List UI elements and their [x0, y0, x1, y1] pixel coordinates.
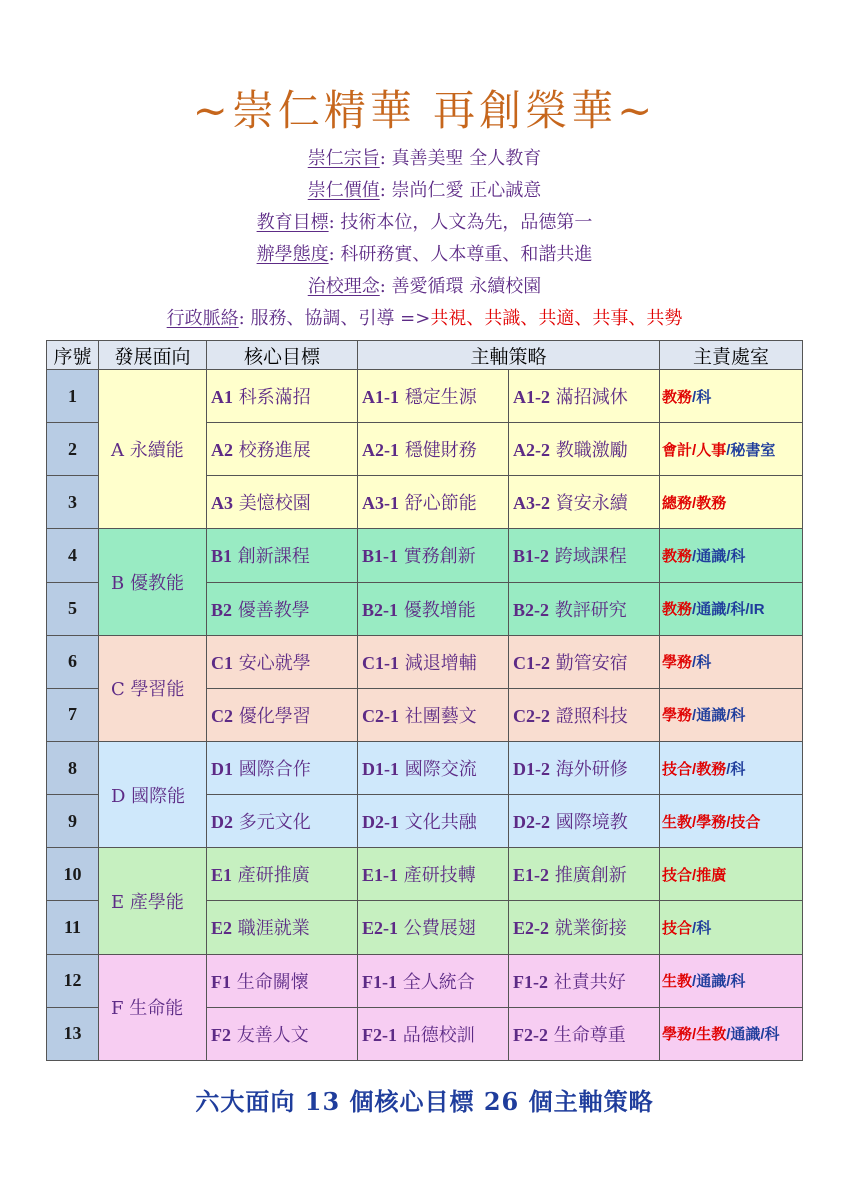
- core-goal-cell: [207, 529, 358, 582]
- text-label: 國際交流: [404, 759, 477, 781]
- office-name: /教務: [692, 494, 727, 512]
- text-label: 穩定生源: [404, 387, 477, 409]
- code-label: B2: [211, 599, 233, 620]
- text-label: 就業銜接: [554, 918, 627, 940]
- row-number: 10: [47, 848, 99, 901]
- row-number: 2: [47, 423, 99, 476]
- code-label: E1-2: [513, 865, 549, 886]
- table-row: [47, 529, 803, 582]
- office-cell: [660, 848, 803, 901]
- office-name: /科: [726, 760, 746, 778]
- code-label: D2: [211, 812, 233, 833]
- office-cell: [660, 529, 803, 582]
- office-name: /科: [692, 654, 712, 672]
- strategy-2-cell: [509, 476, 660, 529]
- code-label: B1-2: [513, 546, 549, 567]
- page-title: ~崇仁精華 再創榮華~: [192, 86, 657, 135]
- text-label: 教評研究: [554, 599, 627, 621]
- strategy-2-cell: [509, 635, 660, 688]
- text-label: 資安永續: [555, 493, 628, 515]
- office-name: /通識: [692, 707, 727, 725]
- code-label: A3: [211, 493, 233, 514]
- office-name: /通識: [692, 973, 727, 991]
- code-label: A1: [211, 387, 233, 408]
- code-label: F1-1: [362, 971, 397, 992]
- office-name: /科: [726, 973, 746, 991]
- text-label: 國際合作: [238, 759, 311, 781]
- code-label: B1-1: [362, 546, 398, 567]
- text-label: 產研推廣: [237, 865, 310, 887]
- row-number: 4: [47, 529, 99, 582]
- table-row: [47, 370, 803, 423]
- text-label: 勤管安宿: [555, 652, 628, 674]
- office-name: 生教: [662, 813, 693, 831]
- text-label: 產研技轉: [403, 865, 476, 887]
- attitude-value: 科研務實、人本尊重、和諧共進: [340, 244, 593, 265]
- code-label: F1: [211, 971, 231, 992]
- office-name: /教務: [692, 760, 727, 778]
- code-label: A1-1: [362, 387, 399, 408]
- table-row: [47, 954, 803, 1007]
- strategy-2-cell: [509, 529, 660, 582]
- code-label: A3-1: [362, 493, 399, 514]
- office-name: /通識: [692, 601, 727, 619]
- text-label: 跨域課程: [554, 546, 627, 568]
- office-cell: [660, 688, 803, 741]
- header-office: 主責處室: [660, 341, 803, 370]
- office-cell: [660, 901, 803, 954]
- code-label: A2-1: [362, 440, 399, 461]
- code-label: A2: [211, 440, 233, 461]
- admin-line: 行政脈絡: 服務、協調、引導 =>共視、共識、共適、共事、共勢: [166, 308, 683, 329]
- strategy-1-cell: [358, 795, 509, 848]
- row-number: 7: [47, 688, 99, 741]
- code-label: C1: [211, 652, 233, 673]
- code-label: C1-1: [362, 652, 399, 673]
- strategy-1-cell: [358, 423, 509, 476]
- office-name: 教務: [662, 388, 693, 406]
- text-label: 生命關懷: [236, 971, 309, 993]
- core-goal-cell: [207, 1007, 358, 1060]
- code-label: B2-2: [513, 599, 549, 620]
- row-number: 8: [47, 741, 99, 794]
- office-name: /生教: [692, 1026, 727, 1044]
- text-label: 推廣創新: [554, 865, 627, 887]
- text-label: 職涯就業: [237, 918, 310, 940]
- core-goal-cell: [207, 795, 358, 848]
- code-label: F2-1: [362, 1024, 397, 1045]
- office-cell: [660, 1007, 803, 1060]
- core-goal-cell: [207, 688, 358, 741]
- strategy-1-cell: [358, 741, 509, 794]
- text-label: 舒心節能: [404, 493, 477, 515]
- code-label: E1: [211, 865, 233, 886]
- text-label: 美憶校園: [238, 493, 311, 515]
- text-label: 優教增能: [403, 599, 476, 621]
- office-cell: [660, 423, 803, 476]
- text-label: 證照科技: [555, 705, 628, 727]
- footer-summary: 六大面向 13 個核心目標 26 個主軸策略: [195, 1087, 654, 1116]
- office-name: 教務: [662, 547, 693, 565]
- values-line: 崇仁價值: 崇尚仁愛 正心誠意: [307, 180, 542, 201]
- code-label: B1: [211, 546, 233, 567]
- facet-cell: C 學習能: [99, 635, 207, 741]
- row-number: 6: [47, 635, 99, 688]
- strategy-1-cell: [358, 688, 509, 741]
- strategy-2-cell: [509, 954, 660, 1007]
- office-name: 學務: [662, 707, 693, 725]
- header-goal: 核心目標: [207, 341, 358, 370]
- text-label: 科系滿招: [238, 387, 311, 409]
- code-label: C1-2: [513, 652, 550, 673]
- philosophy-value: 善愛循環 永續校園: [391, 276, 542, 297]
- strategy-1-cell: [358, 901, 509, 954]
- strategy-1-cell: [358, 954, 509, 1007]
- philosophy-line: 治校理念: 善愛循環 永續校園: [307, 276, 542, 297]
- core-goal-cell: [207, 476, 358, 529]
- goal-line: 教育目標: 技術本位，人文為先，品德第一: [256, 212, 593, 233]
- text-label: 全人統合: [402, 971, 475, 993]
- core-goal-cell: [207, 741, 358, 794]
- office-name: /科: [726, 547, 746, 565]
- strategy-1-cell: [358, 582, 509, 635]
- office-name: 總務: [662, 494, 693, 512]
- office-name: 技合: [662, 919, 693, 937]
- office-name: /技合: [726, 813, 761, 831]
- office-name: 教務: [662, 601, 693, 619]
- office-name: 生教: [662, 973, 693, 991]
- strategy-1-cell: [358, 635, 509, 688]
- text-label: 優化學習: [238, 705, 311, 727]
- text-label: 校務進展: [238, 440, 311, 462]
- header-strategy: 主軸策略: [358, 341, 660, 370]
- header-facet: 發展面向: [99, 341, 207, 370]
- office-name: /科/IR: [726, 601, 765, 619]
- strategy-2-cell: [509, 848, 660, 901]
- philosophy-label: 治校理念: [307, 276, 380, 297]
- text-label: 友善人文: [236, 1024, 309, 1046]
- facet-cell: A 永續能: [99, 370, 207, 529]
- text-label: 海外研修: [555, 759, 628, 781]
- facet-cell: F 生命能: [99, 954, 207, 1060]
- attitude-label: 辦學態度: [256, 244, 329, 265]
- attitude-line: 辦學態度: 科研務實、人本尊重、和諧共進: [256, 244, 593, 265]
- row-number: 12: [47, 954, 99, 1007]
- office-cell: [660, 635, 803, 688]
- text-label: 生命尊重: [553, 1024, 626, 1046]
- facet-cell: D 國際能: [99, 741, 207, 847]
- mission-label: 崇仁宗旨: [307, 148, 380, 169]
- goal-label: 教育目標: [256, 212, 329, 233]
- code-label: B2-1: [362, 599, 398, 620]
- office-name: /科: [692, 388, 712, 406]
- code-label: D1-1: [362, 759, 399, 780]
- code-label: D1: [211, 759, 233, 780]
- office-cell: [660, 741, 803, 794]
- strategy-2-cell: [509, 423, 660, 476]
- values-label: 崇仁價值: [307, 180, 380, 201]
- row-number: 3: [47, 476, 99, 529]
- table-row: [47, 635, 803, 688]
- code-label: E2-1: [362, 918, 398, 939]
- strategy-1-cell: [358, 529, 509, 582]
- core-goal-cell: [207, 901, 358, 954]
- code-label: F2: [211, 1024, 231, 1045]
- office-cell: [660, 476, 803, 529]
- office-cell: [660, 795, 803, 848]
- office-name: 技合: [662, 866, 693, 884]
- text-label: 國際境教: [555, 812, 628, 834]
- text-label: 優善教學: [237, 599, 310, 621]
- office-name: /科: [760, 1026, 780, 1044]
- row-number: 9: [47, 795, 99, 848]
- text-label: 穩健財務: [404, 440, 477, 462]
- core-goal-cell: [207, 423, 358, 476]
- strategy-2-cell: [509, 741, 660, 794]
- strategy-2-cell: [509, 901, 660, 954]
- code-label: D2-1: [362, 812, 399, 833]
- text-label: 多元文化: [238, 812, 311, 834]
- text-label: 減退增輔: [404, 652, 477, 674]
- admin-value-red: 共視、共識、共適、共事、共勢: [430, 308, 683, 329]
- code-label: D2-2: [513, 812, 550, 833]
- table-header-row: [47, 341, 803, 370]
- office-cell: [660, 370, 803, 423]
- facet-cell: E 產學能: [99, 848, 207, 954]
- table-row: [47, 848, 803, 901]
- code-label: C2-2: [513, 705, 550, 726]
- row-number: 13: [47, 1007, 99, 1060]
- office-cell: [660, 954, 803, 1007]
- core-goal-cell: [207, 635, 358, 688]
- code-label: E2-2: [513, 918, 549, 939]
- code-label: A3-2: [513, 493, 550, 514]
- office-name: /推廣: [692, 866, 727, 884]
- row-number: 11: [47, 901, 99, 954]
- text-label: 實務創新: [403, 546, 476, 568]
- text-label: 社責共好: [553, 971, 626, 993]
- goal-value: 技術本位，人文為先，品德第一: [340, 212, 593, 233]
- strategy-2-cell: [509, 370, 660, 423]
- code-label: E1-1: [362, 865, 398, 886]
- header-number: 序號: [47, 341, 99, 370]
- strategy-2-cell: [509, 795, 660, 848]
- text-label: 教職激勵: [555, 440, 628, 462]
- office-name: /科: [726, 707, 746, 725]
- code-label: A2-2: [513, 440, 550, 461]
- code-label: A1-2: [513, 387, 550, 408]
- text-label: 安心就學: [238, 652, 311, 674]
- office-name: /人事: [692, 441, 727, 459]
- office-name: /通識: [692, 547, 727, 565]
- admin-label: 行政脈絡: [166, 308, 239, 329]
- office-name: /秘書室: [726, 441, 776, 459]
- text-label: 滿招減休: [555, 387, 628, 409]
- strategy-2-cell: [509, 688, 660, 741]
- code-label: C2: [211, 705, 233, 726]
- code-label: F1-2: [513, 971, 548, 992]
- row-number: 5: [47, 582, 99, 635]
- office-name: /通識: [726, 1026, 761, 1044]
- text-label: 創新課程: [237, 546, 310, 568]
- office-cell: [660, 582, 803, 635]
- core-goal-cell: [207, 848, 358, 901]
- core-goal-cell: [207, 954, 358, 1007]
- table-body: [47, 370, 803, 1061]
- office-name: 會計: [662, 441, 693, 459]
- code-label: D1-2: [513, 759, 550, 780]
- values-value: 崇尚仁愛 正心誠意: [391, 180, 542, 201]
- text-label: 社團藝文: [404, 705, 477, 727]
- text-label: 品德校訓: [402, 1024, 475, 1046]
- office-name: 技合: [662, 760, 693, 778]
- strategy-2-cell: [509, 582, 660, 635]
- office-name: 學務: [662, 1026, 693, 1044]
- admin-value: 服務、協調、引導 =>: [250, 308, 431, 329]
- mission-line: 崇仁宗旨: 真善美聖 全人教育: [307, 148, 542, 169]
- office-name: /科: [692, 919, 712, 937]
- strategy-1-cell: [358, 476, 509, 529]
- code-label: C2-1: [362, 705, 399, 726]
- strategy-1-cell: [358, 1007, 509, 1060]
- mission-value: 真善美聖 全人教育: [391, 148, 542, 169]
- facet-cell: B 優教能: [99, 529, 207, 635]
- row-number: 1: [47, 370, 99, 423]
- core-goal-cell: [207, 582, 358, 635]
- text-label: 公費展翅: [403, 918, 476, 940]
- strategy-table: [46, 340, 803, 1061]
- office-name: 學務: [662, 654, 693, 672]
- table-row: [47, 741, 803, 794]
- core-goal-cell: [207, 370, 358, 423]
- strategy-1-cell: [358, 848, 509, 901]
- office-name: /學務: [692, 813, 727, 831]
- strategy-1-cell: [358, 370, 509, 423]
- code-label: F2-2: [513, 1024, 548, 1045]
- code-label: E2: [211, 918, 233, 939]
- strategy-2-cell: [509, 1007, 660, 1060]
- text-label: 文化共融: [404, 812, 477, 834]
